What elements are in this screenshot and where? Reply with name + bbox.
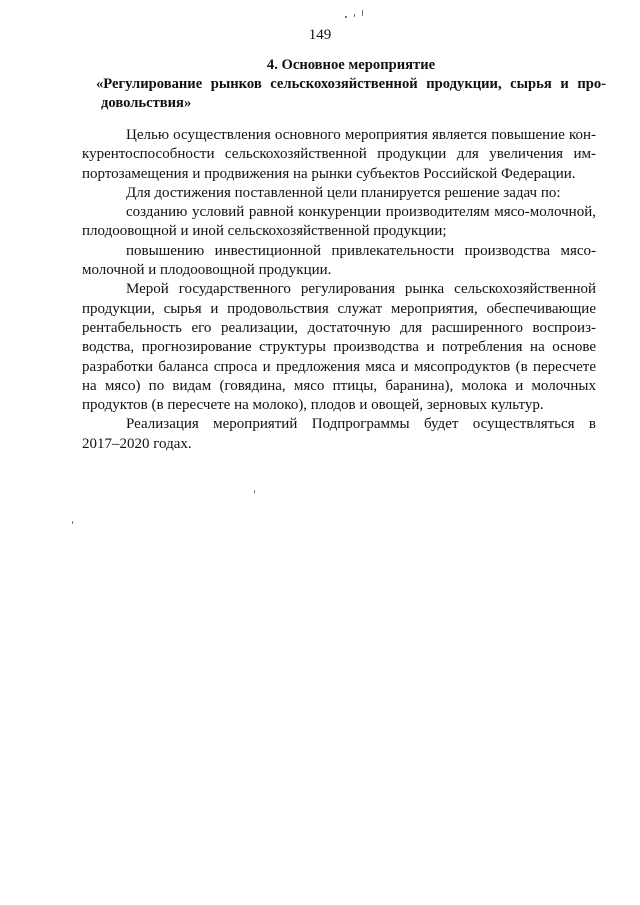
- page-number: 149: [308, 27, 332, 43]
- scan-artifact: [362, 10, 363, 16]
- text-line: водства, прогнозирование структуры производства и потребления на основе: [82, 339, 596, 356]
- text-line: Мерой государственного регулирования рынка сельскохозяйственной: [126, 281, 596, 298]
- text-line: Целью осуществления основного мероприятия является повышение кон-: [126, 127, 596, 143]
- scan-artifact: [72, 521, 73, 524]
- text-line: молочной и плодоовощной продукции.: [82, 262, 332, 279]
- text-line: разработки баланса спроса и предложения мяса и мясопродуктов (в пересчете: [82, 358, 596, 375]
- heading-line: «Регулирование рынков сельскохозяйственной продукции, сырья и про-: [96, 76, 606, 92]
- text-line: повышению инвестиционной привлекательности производства мясо-: [126, 242, 596, 259]
- text-line: 2017–2020 годах.: [82, 435, 192, 452]
- text-line: на мясо) по видам (говядина, мясо птицы, баранина), молока и молочных: [82, 377, 596, 394]
- scan-artifact: [254, 490, 255, 493]
- text-line: Для достижения поставленной цели планируется решение задач по:: [126, 184, 561, 201]
- text-line: созданию условий равной конкуренции производителям мясо-молочной,: [126, 204, 596, 221]
- scan-artifact: [345, 16, 347, 18]
- text-line: Реализация мероприятий Подпрограммы будет осуществляться в: [126, 416, 596, 433]
- text-line: курентоспособности сельскохозяйственной продукции для увеличения им-: [82, 146, 596, 163]
- body-text: [82, 126, 596, 454]
- heading-line: довольствия»: [101, 95, 192, 111]
- scan-artifact: [354, 14, 355, 17]
- text-line: плодоовощной и иной сельскохозяйственной продукции;: [82, 223, 447, 240]
- section-heading: [96, 56, 606, 113]
- text-line: продукции, сырья и продовольствия служат мероприятия, обеспечивающие: [82, 300, 596, 317]
- heading-line: 4. Основное мероприятие: [266, 57, 436, 73]
- text-line: продуктов (в пересчете на молоко), плодов и овощей, зерновых культур.: [82, 397, 544, 414]
- text-line: рентабельность его реализации, достаточную для расширенного воспроиз-: [82, 319, 596, 336]
- text-line: портозамещения и продвижения на рынки субъектов Российской Федерации.: [82, 165, 576, 182]
